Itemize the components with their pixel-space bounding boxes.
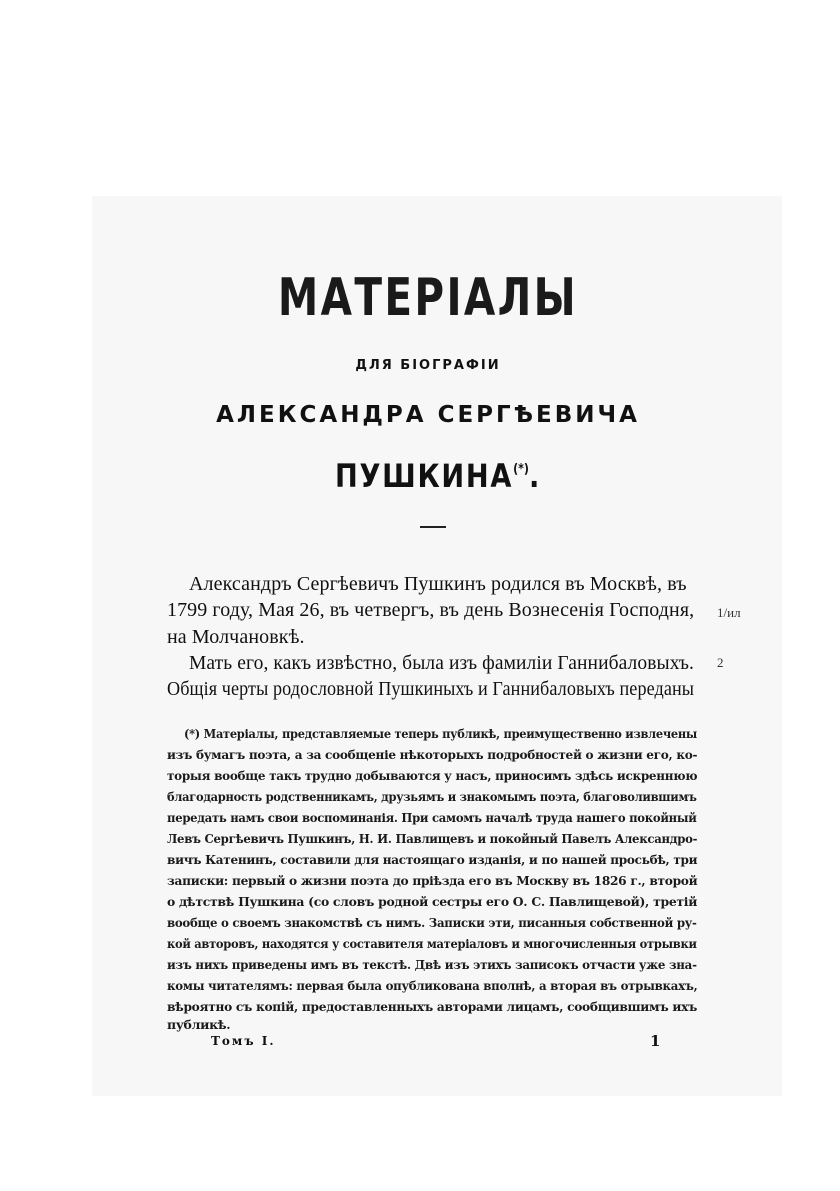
footnote-line: о дѣтствѣ Пушкина (со словъ родной сестры его О. С. Павлищевой), третій [167, 894, 698, 909]
body-line: 1799 году, Мая 26, въ четвергъ, въ день Вознесенія Господня, [167, 599, 695, 621]
footnote-line: записки: первый о жизни поэта до пріѣзда его въ Москву въ 1826 г., второй [167, 873, 698, 888]
signature-mark: 1 [650, 1032, 661, 1050]
surname-text: ПУШКИНА [335, 457, 514, 495]
footnote-mark: (*) [513, 462, 529, 477]
footnote-line: изъ нихъ приведены имъ въ текстѣ. Двѣ изъ этихъ записокъ отчасти уже зна- [167, 957, 697, 972]
body-line: Общія черты родословной Пушкиныхъ и Ганнибаловыхъ переданы [167, 678, 695, 700]
page-title: МАТЕРІАЛЫ [277, 268, 579, 328]
body-line: Мать его, какъ извѣстно, была изъ фамиліи Ганнибаловыхъ. [189, 652, 694, 674]
footnote-line: благодарность родственникамъ, друзьямъ и знакомымъ поэта, благоволившимъ [167, 789, 697, 804]
footnote-line: изъ бумагъ поэта, а за сообщеніе нѣкоторыхъ подробностей о жизни его, ко- [167, 747, 698, 762]
footnote-line: (*) Матеріалы, представляемые теперь публикѣ, преимущественно извлечены [184, 726, 698, 741]
footnote-line: комы читателямъ: первая была опубликована вполнѣ, а вторая въ отрывкахъ, [167, 978, 698, 993]
margin-note: 1/ил [717, 605, 741, 620]
subtitle-name: АЛЕКСАНДРА СЕРГѢЕВИЧА [216, 402, 640, 428]
subtitle-surname: ПУШКИНА(*). [335, 457, 541, 495]
body-line: Александръ Сергѣевичъ Пушкинъ родился въ Москвѣ, въ [189, 573, 687, 595]
body-line: на Молчановкѣ. [167, 626, 305, 648]
footnote-line: торыя вообще такъ трудно добываются у насъ, приносимъ здѣсь искреннюю [167, 768, 698, 783]
footnote-line: вообще о своемъ знакомствѣ съ нимъ. Записки эти, писанныя собственной ру- [167, 915, 697, 930]
footnote-line: Левъ Сергѣевичъ Пушкинъ, Н. И. Павлищевъ и покойный Павелъ Александро- [167, 831, 698, 846]
footnote-line: вѣроятно съ копій, предоставленныхъ авторами лицамъ, сообщившимъ ихъ [167, 999, 698, 1014]
footnote-line: кой авторовъ, находятся у составителя матеріаловъ и многочисленныя отрывки [167, 936, 697, 951]
title-divider [420, 526, 446, 528]
volume-label: Томъ I. [211, 1034, 276, 1048]
footnote-line: вичъ Катенинъ, составили для настоящаго изданія, и по нашей просьбѣ, три [167, 852, 698, 867]
margin-note: 2 [717, 655, 724, 670]
footnote-line: публикѣ. [167, 1017, 231, 1032]
subtitle-small: ДЛЯ БІОГРАФІИ [355, 358, 501, 373]
footnote-line: передать намъ свои воспоминанія. При самомъ началѣ труда нашего покойный [167, 810, 697, 825]
